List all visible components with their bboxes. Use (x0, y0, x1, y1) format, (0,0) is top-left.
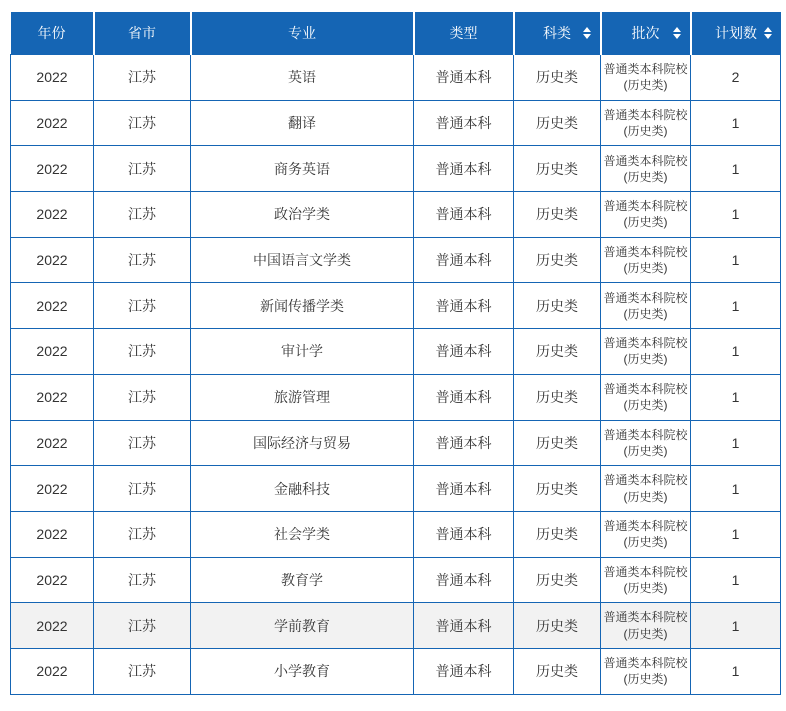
cell-province: 江苏 (94, 603, 191, 649)
cell-subject: 历史类 (514, 603, 601, 649)
header-row (11, 12, 781, 55)
cell-type: 普通本科 (414, 374, 514, 420)
cell-major: 英语 (191, 55, 414, 101)
cell-major: 新闻传播学类 (191, 283, 414, 329)
cell-province: 江苏 (94, 283, 191, 329)
cell-major: 教育学 (191, 557, 414, 603)
cell-batch: 普通类本科院校(历史类) (601, 511, 691, 557)
cell-province: 江苏 (94, 420, 191, 466)
cell-year: 2022 (11, 466, 94, 512)
cell-province: 江苏 (94, 192, 191, 238)
cell-batch: 普通类本科院校(历史类) (601, 329, 691, 375)
cell-province: 江苏 (94, 374, 191, 420)
cell-year: 2022 (11, 192, 94, 238)
cell-subject: 历史类 (514, 329, 601, 375)
cell-type: 普通本科 (414, 192, 514, 238)
sort-updown-icon[interactable] (764, 27, 772, 39)
cell-plan_count: 1 (691, 329, 781, 375)
cell-batch: 普通类本科院校(历史类) (601, 146, 691, 192)
cell-plan_count: 1 (691, 146, 781, 192)
cell-year: 2022 (11, 146, 94, 192)
cell-subject: 历史类 (514, 100, 601, 146)
cell-subject: 历史类 (514, 283, 601, 329)
cell-year: 2022 (11, 374, 94, 420)
cell-year: 2022 (11, 237, 94, 283)
cell-subject: 历史类 (514, 557, 601, 603)
cell-year: 2022 (11, 648, 94, 694)
sort-asc-arrow (673, 27, 681, 32)
column-label: 类型 (449, 25, 478, 41)
cell-batch: 普通类本科院校(历史类) (601, 557, 691, 603)
cell-subject: 历史类 (514, 146, 601, 192)
cell-batch: 普通类本科院校(历史类) (601, 603, 691, 649)
cell-subject: 历史类 (514, 511, 601, 557)
table-row (11, 329, 781, 375)
column-header-subject[interactable] (514, 12, 601, 55)
table-row (11, 603, 781, 649)
column-label: 计划数 (715, 25, 757, 41)
cell-major: 商务英语 (191, 146, 414, 192)
cell-major: 小学教育 (191, 648, 414, 694)
cell-type: 普通本科 (414, 100, 514, 146)
cell-province: 江苏 (94, 557, 191, 603)
cell-province: 江苏 (94, 55, 191, 101)
cell-year: 2022 (11, 100, 94, 146)
table-header (11, 12, 781, 55)
cell-batch: 普通类本科院校(历史类) (601, 420, 691, 466)
sort-desc-arrow (764, 34, 772, 39)
table-row (11, 283, 781, 329)
cell-type: 普通本科 (414, 603, 514, 649)
cell-subject: 历史类 (514, 466, 601, 512)
column-header-major (191, 12, 414, 55)
cell-type: 普通本科 (414, 648, 514, 694)
column-label: 专业 (288, 25, 316, 41)
cell-year: 2022 (11, 329, 94, 375)
cell-batch: 普通类本科院校(历史类) (601, 374, 691, 420)
cell-year: 2022 (11, 557, 94, 603)
cell-plan_count: 1 (691, 374, 781, 420)
cell-type: 普通本科 (414, 283, 514, 329)
sort-asc-arrow (764, 27, 772, 32)
sort-desc-arrow (673, 34, 681, 39)
cell-province: 江苏 (94, 511, 191, 557)
table-row (11, 237, 781, 283)
cell-plan_count: 1 (691, 557, 781, 603)
cell-subject: 历史类 (514, 648, 601, 694)
column-header-year (11, 12, 94, 55)
cell-plan_count: 1 (691, 192, 781, 238)
cell-subject: 历史类 (514, 55, 601, 101)
cell-province: 江苏 (94, 329, 191, 375)
cell-type: 普通本科 (414, 329, 514, 375)
cell-plan_count: 1 (691, 466, 781, 512)
table-row (11, 55, 781, 101)
table-row (11, 466, 781, 512)
cell-major: 国际经济与贸易 (191, 420, 414, 466)
cell-batch: 普通类本科院校(历史类) (601, 100, 691, 146)
cell-type: 普通本科 (414, 146, 514, 192)
table-row (11, 648, 781, 694)
cell-plan_count: 1 (691, 100, 781, 146)
table-row (11, 192, 781, 238)
column-header-batch[interactable] (601, 12, 691, 55)
column-header-province (94, 12, 191, 55)
table-row (11, 146, 781, 192)
cell-batch: 普通类本科院校(历史类) (601, 55, 691, 101)
cell-major: 学前教育 (191, 603, 414, 649)
sort-asc-arrow (583, 27, 591, 32)
cell-plan_count: 1 (691, 603, 781, 649)
table-row (11, 374, 781, 420)
cell-plan_count: 1 (691, 648, 781, 694)
cell-province: 江苏 (94, 146, 191, 192)
cell-plan_count: 1 (691, 420, 781, 466)
cell-major: 政治学类 (191, 192, 414, 238)
cell-type: 普通本科 (414, 511, 514, 557)
cell-plan_count: 1 (691, 511, 781, 557)
cell-batch: 普通类本科院校(历史类) (601, 237, 691, 283)
cell-subject: 历史类 (514, 420, 601, 466)
table-row (11, 100, 781, 146)
cell-subject: 历史类 (514, 237, 601, 283)
cell-major: 旅游管理 (191, 374, 414, 420)
cell-year: 2022 (11, 283, 94, 329)
cell-major: 中国语言文学类 (191, 237, 414, 283)
cell-batch: 普通类本科院校(历史类) (601, 466, 691, 512)
cell-major: 社会学类 (191, 511, 414, 557)
cell-type: 普通本科 (414, 466, 514, 512)
cell-batch: 普通类本科院校(历史类) (601, 283, 691, 329)
sort-updown-icon[interactable] (673, 27, 681, 39)
cell-plan_count: 1 (691, 283, 781, 329)
cell-type: 普通本科 (414, 237, 514, 283)
table-row (11, 511, 781, 557)
column-label: 年份 (37, 25, 66, 41)
cell-type: 普通本科 (414, 420, 514, 466)
column-header-plan_count[interactable] (691, 12, 781, 55)
cell-province: 江苏 (94, 100, 191, 146)
column-label: 批次 (631, 25, 660, 41)
cell-year: 2022 (11, 55, 94, 101)
cell-subject: 历史类 (514, 192, 601, 238)
sort-updown-icon[interactable] (583, 27, 591, 39)
column-label: 科类 (543, 25, 571, 41)
cell-year: 2022 (11, 603, 94, 649)
sort-desc-arrow (583, 34, 591, 39)
cell-subject: 历史类 (514, 374, 601, 420)
column-header-type (414, 12, 514, 55)
cell-type: 普通本科 (414, 557, 514, 603)
cell-batch: 普通类本科院校(历史类) (601, 192, 691, 238)
admission-plan-table-wrap (10, 12, 780, 695)
cell-plan_count: 2 (691, 55, 781, 101)
admission-plan-table (10, 12, 781, 695)
cell-province: 江苏 (94, 237, 191, 283)
cell-year: 2022 (11, 511, 94, 557)
cell-year: 2022 (11, 420, 94, 466)
cell-plan_count: 1 (691, 237, 781, 283)
cell-type: 普通本科 (414, 55, 514, 101)
cell-batch: 普通类本科院校(历史类) (601, 648, 691, 694)
table-row (11, 557, 781, 603)
cell-province: 江苏 (94, 466, 191, 512)
cell-major: 翻译 (191, 100, 414, 146)
column-label: 省市 (128, 25, 156, 41)
table-body (11, 55, 781, 695)
cell-major: 审计学 (191, 329, 414, 375)
cell-major: 金融科技 (191, 466, 414, 512)
cell-province: 江苏 (94, 648, 191, 694)
table-row (11, 420, 781, 466)
